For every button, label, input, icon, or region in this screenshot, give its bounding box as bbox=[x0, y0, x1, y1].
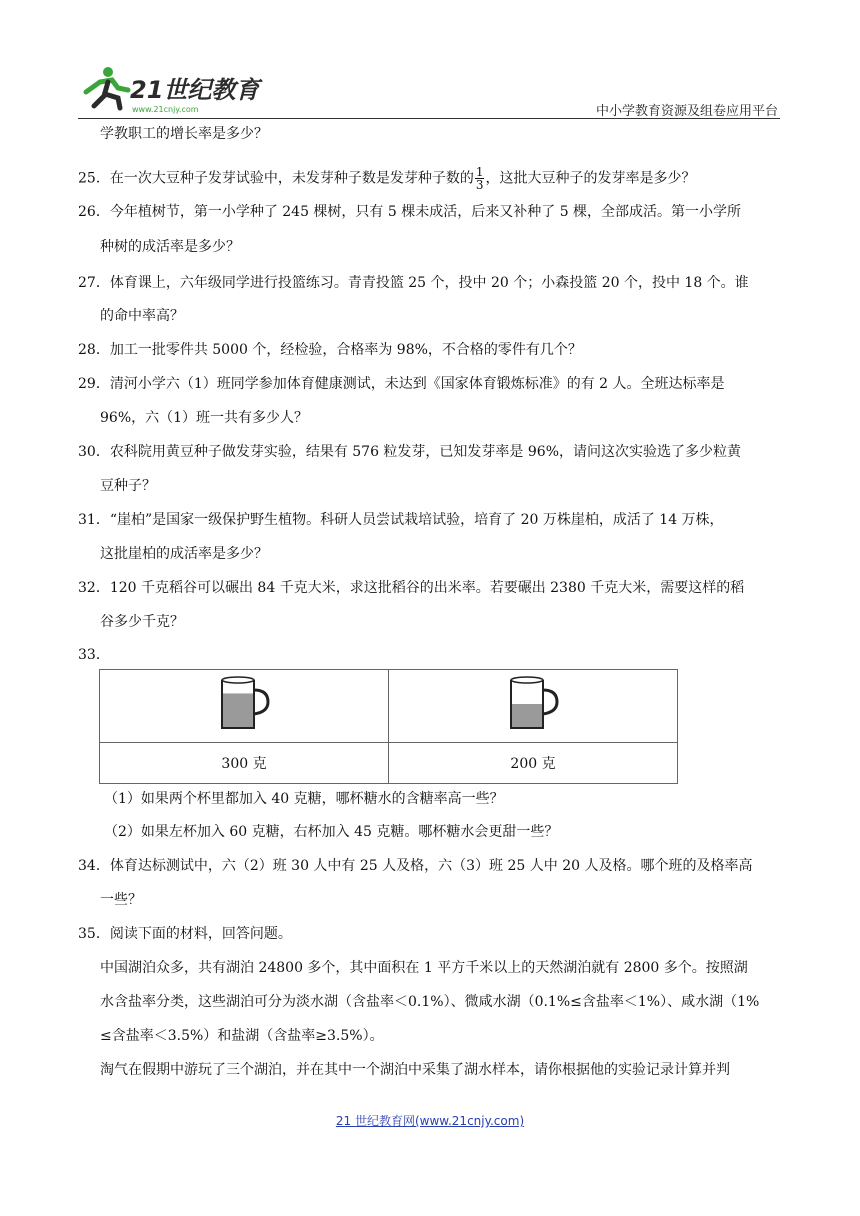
q34-line1: 34．体育达标测试中，六（2）班 30 人中有 25 人及格，六（3）班 25 人中 20 人及格。哪个班的及格率高 bbox=[78, 858, 753, 874]
q33-sub1: （1）如果两个杯里都加入 40 克糖，哪杯糖水的含糖率高一些？ bbox=[104, 791, 504, 807]
q35-para2-line1: 淘气在假期中游玩了三个湖泊，并在其中一个湖泊中采集了湖水样本，请你根据他的实验记录计算并判 bbox=[100, 1062, 730, 1078]
q26-line1: 26．今年植树节，第一小学种了 245 棵树，只有 5 棵未成活，后来又补种了 5 棵，全部成活。第一小学所 bbox=[78, 204, 742, 220]
q33-number: 33． bbox=[78, 647, 110, 663]
left-cup-icon bbox=[214, 674, 274, 734]
q29-line1: 29．清河小学六（1）班同学参加体育健康测试，未达到《国家体育锻炼标准》的有 2 人。全班达标率是 bbox=[78, 376, 725, 392]
q29-line2: 96%，六（1）班一共有多少人？ bbox=[100, 410, 309, 426]
q31-line1: 31．“崖柏”是国家一级保护野生植物。科研人员尝试栽培试验，培育了 20 万株崖柏，成活了 14 万株， bbox=[78, 512, 724, 528]
left-cup-cell bbox=[100, 670, 389, 743]
q32-line1: 32．120 千克稻谷可以碾出 84 千克大米，求这批稻谷的出米率。若要碾出 2380 千克大米，需要这样的稻 bbox=[78, 580, 745, 596]
q31-line2: 这批崖柏的成活率是多少？ bbox=[100, 546, 268, 562]
q25-text-pre: 25．在一次大豆种子发芽试验中，未发芽种子数是发芽种子数的 bbox=[78, 170, 474, 187]
right-cup-label: 200 克 bbox=[389, 743, 678, 784]
q34-line2: 一些？ bbox=[100, 892, 142, 908]
platform-name: 中小学教育资源及组卷应用平台 bbox=[595, 104, 778, 119]
q35-para1-line2: 水含盐率分类，这些湖泊可分为淡水湖（含盐率＜0.1%）、微咸水湖（0.1%≤含盐率＜1%）、咸水湖（1% bbox=[100, 994, 760, 1010]
right-cup-icon bbox=[503, 674, 563, 734]
q27-line1: 27．体育课上，六年级同学进行投篮练习。青青投篮 25 个，投中 20 个；小森投篮 20 个，投中 18 个。谁 bbox=[78, 275, 749, 291]
q24-continuation: 学教职工的增长率是多少？ bbox=[100, 126, 268, 142]
logo-text: 21世纪教育 bbox=[130, 76, 260, 104]
fraction-one-third: $\frac{1}{3}$ bbox=[475, 165, 484, 192]
cups-table bbox=[99, 669, 678, 784]
q26-line2: 种树的成活率是多少？ bbox=[100, 239, 240, 255]
left-cup-label: 300 克 bbox=[100, 743, 389, 784]
runner-icon bbox=[86, 67, 128, 108]
page-header bbox=[78, 62, 780, 119]
q25 bbox=[78, 166, 788, 191]
q30-line1: 30．农科院用黄豆种子做发芽实验，结果有 576 粒发芽，已知发芽率是 96%，请问这次实验选了多少粒黄 bbox=[78, 444, 742, 460]
q32-line2: 谷多少千克？ bbox=[100, 614, 184, 630]
q27-line2: 的命中率高？ bbox=[100, 308, 184, 324]
footer-link[interactable]: 21 世纪教育网(www.21cnjy.com) bbox=[335, 1114, 525, 1128]
q35-para1-line1: 中国湖泊众多，共有湖泊 24800 多个，其中面积在 1 平方千米以上的天然湖泊就有 2800 多个。按照湖 bbox=[100, 960, 748, 976]
header-divider bbox=[78, 118, 780, 119]
logo-21cnjy bbox=[78, 62, 268, 116]
q35-number: 35．阅读下面的材料，回答问题。 bbox=[78, 926, 292, 942]
q25-text-post: ，这批大豆种子的发芽率是多少？ bbox=[485, 170, 696, 187]
q30-line2: 豆种子？ bbox=[100, 478, 156, 494]
q28: 28．加工一批零件共 5000 个，经检验，合格率为 98%，不合格的零件有几个？ bbox=[78, 342, 582, 358]
logo-url: www.21cnjy.com bbox=[132, 105, 199, 114]
right-cup-cell bbox=[389, 670, 678, 743]
q35-para1-line3: ≤含盐率＜3.5%）和盐湖（含盐率≥3.5%）。 bbox=[100, 1028, 384, 1044]
q33-sub2: （2）如果左杯加入 60 克糖，右杯加入 45 克糖。哪杯糖水会更甜一些？ bbox=[104, 824, 559, 840]
